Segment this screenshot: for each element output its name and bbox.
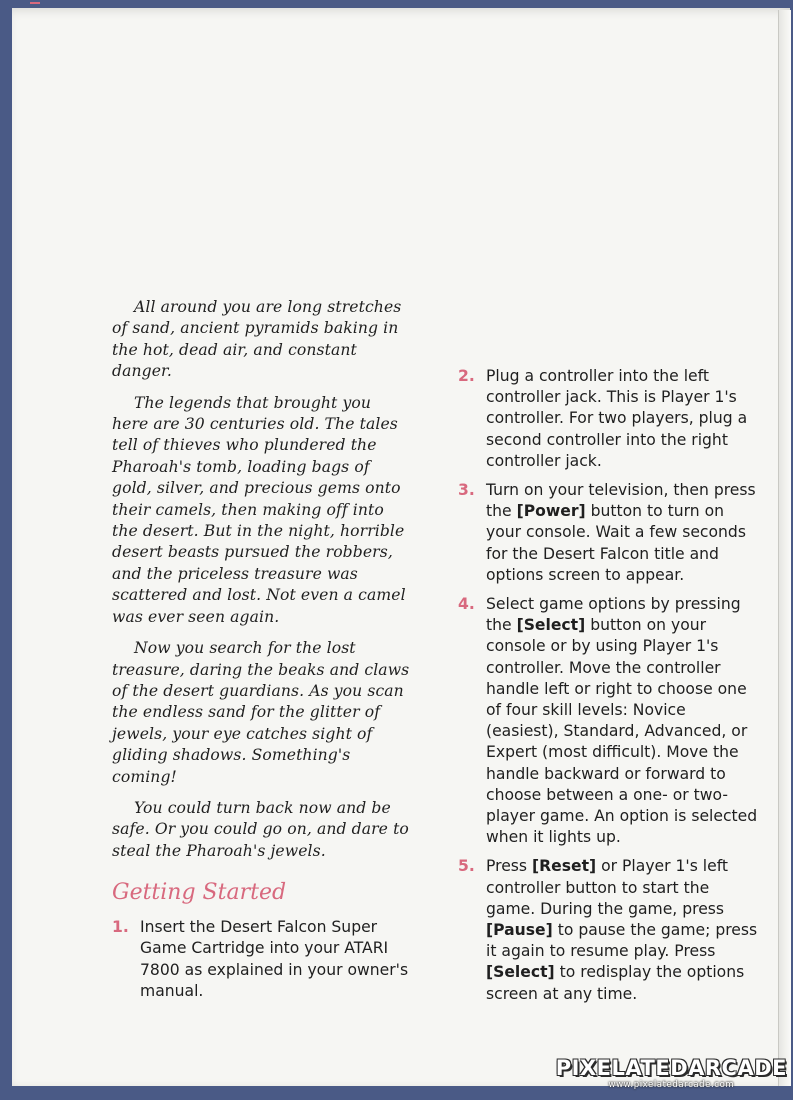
story-intro bbox=[112, 297, 412, 862]
step-item bbox=[112, 917, 412, 1002]
step-button-name: [Reset] bbox=[532, 857, 597, 876]
page-fold-edge bbox=[778, 10, 791, 1086]
watermark-url: www.pixelatedarcade.com bbox=[608, 1080, 735, 1090]
step-text: to pause the game; press it again to resume play. Press bbox=[486, 921, 758, 961]
watermark-brand: PIXELATEDARCADE bbox=[555, 1056, 787, 1080]
right-column bbox=[458, 366, 758, 1013]
steps-list-left bbox=[112, 917, 412, 1002]
step-number: 5. bbox=[458, 857, 475, 876]
watermark bbox=[556, 1056, 787, 1090]
step-text: button to turn on your console. Wait a few seconds for the Desert Falcon title and options screen to appear. bbox=[486, 502, 746, 584]
step-button-name: [Pause] bbox=[486, 921, 553, 940]
step-number: 2. bbox=[458, 367, 475, 385]
story-paragraph: Now you search for the lost treasure, daring the beaks and claws of the desert guardians. As you scan the endless sand for the glitter of jewels, your eye catches sight of gliding shadows. Something's coming! bbox=[112, 639, 410, 786]
step-number: 3. bbox=[458, 481, 475, 500]
step-item bbox=[458, 480, 758, 586]
step-button-name: [Power] bbox=[516, 502, 586, 521]
step-item bbox=[458, 856, 758, 1004]
step-text: Select game options by pressing the bbox=[486, 595, 741, 635]
step-text: to redisplay the options screen at any time. bbox=[486, 963, 745, 1003]
story-paragraph: You could turn back now and be safe. Or you could go on, and dare to steal the Pharoah's jewels. bbox=[112, 798, 409, 860]
section-title-getting-started: Getting Started bbox=[112, 880, 287, 906]
step-text: Press bbox=[486, 857, 532, 876]
step-text: Plug a controller into the left controller jack. This is Player 1's controller. For two players, plug a second controller into the right controller jack. bbox=[486, 367, 748, 470]
step-text: Turn on your television, then press the bbox=[486, 481, 756, 521]
step-button-name: [Select] bbox=[516, 616, 586, 635]
step-text: or Player 1's left controller button to start the game. During the game, press bbox=[486, 857, 729, 918]
step-number: 1. bbox=[112, 918, 129, 937]
story-paragraph: The legends that brought you here are 30 centuries old. The tales tell of thieves who plundered the Pharoah's tomb, loading bags of gold, silver, and precious gems onto their camels, then making off into the desert. But in the night, horrible desert beasts pursued the robbers, and the priceless treasure was scattered and lost. Not even a camel was ever seen again. bbox=[112, 393, 406, 626]
step-text: Insert the Desert Falcon Super Game Cartridge into your ATARI 7800 as explained in your owner's manual. bbox=[140, 918, 409, 1000]
steps-list-right bbox=[458, 366, 758, 1005]
left-column bbox=[112, 297, 412, 1010]
step-button-name: [Select] bbox=[486, 963, 555, 982]
story-paragraph: All around you are long stretches of sand, ancient pyramids baking in the hot, dead air, and constant danger. bbox=[112, 298, 402, 381]
step-item bbox=[458, 594, 758, 848]
step-item bbox=[458, 366, 758, 472]
step-number: 4. bbox=[458, 595, 475, 614]
corner-print-mark bbox=[30, 2, 40, 4]
step-text: button on your console or by using Player 1's controller. Move the controller handle left or right to choose one of four skill levels: Novice (easiest), Standard, Advanced, or Expert (most difficult). Move the handle backward or forward to choose between a one- or two-player game. An option is selected when it lights up. bbox=[486, 616, 758, 847]
